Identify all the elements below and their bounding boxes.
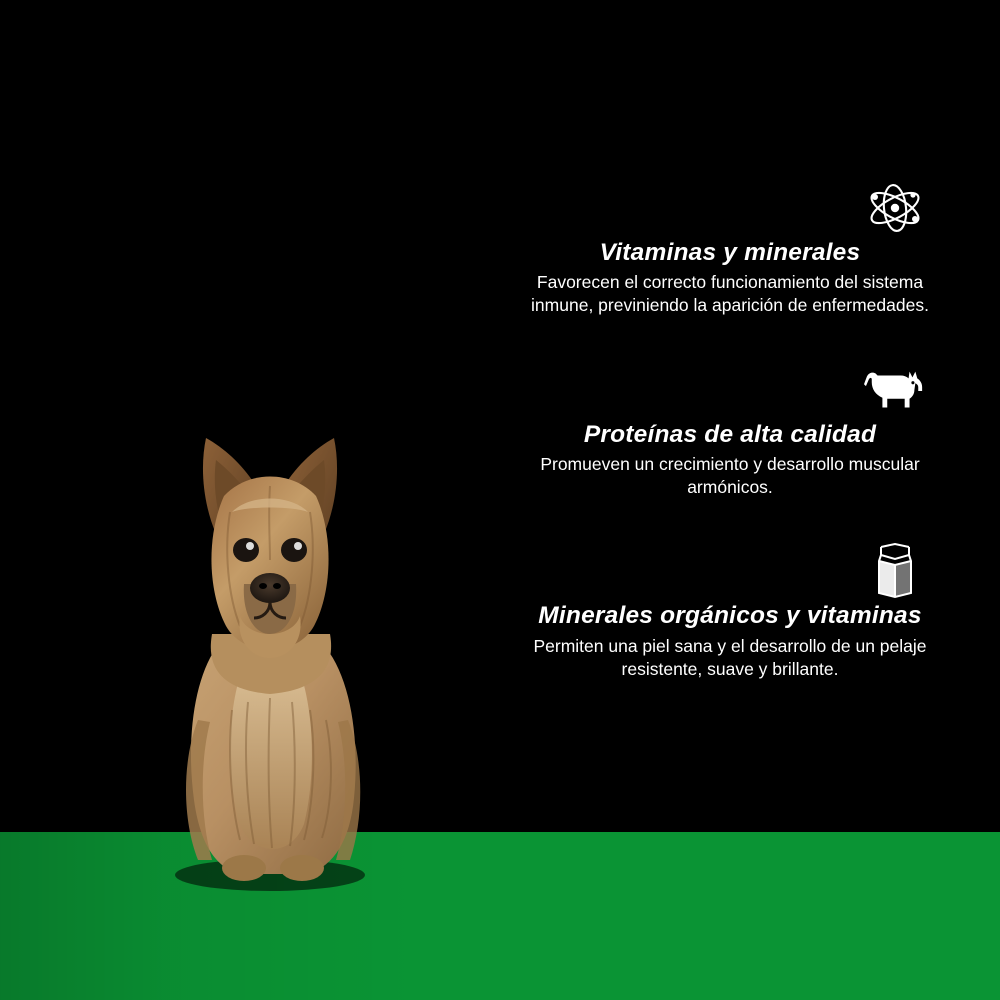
feature-title: Proteínas de alta calidad [583,420,877,448]
feature-item-vitaminas-minerales [520,178,940,318]
atom-icon [864,178,926,238]
feature-item-proteinas [520,360,940,500]
dog-silhouette-icon [864,360,926,420]
feature-item-minerales-organicos [520,541,940,681]
feature-description: Promueven un crecimiento y desarrollo muscular armónicos. [540,453,920,498]
milk-carton-icon [864,541,926,601]
feature-title: Minerales orgánicos y vitaminas [538,602,922,630]
feature-title: Vitaminas y minerales [599,239,861,266]
yorkshire-terrier-dog-photo [120,420,420,900]
feature-description: Favorecen el correcto funcionamiento del sistema inmune, previniendo la aparición de enfermedades. [531,272,929,316]
feature-list [520,178,940,681]
feature-description: Permiten una piel sana y el desarrollo de un pelaje resistente, suave y brillante. [533,635,927,679]
